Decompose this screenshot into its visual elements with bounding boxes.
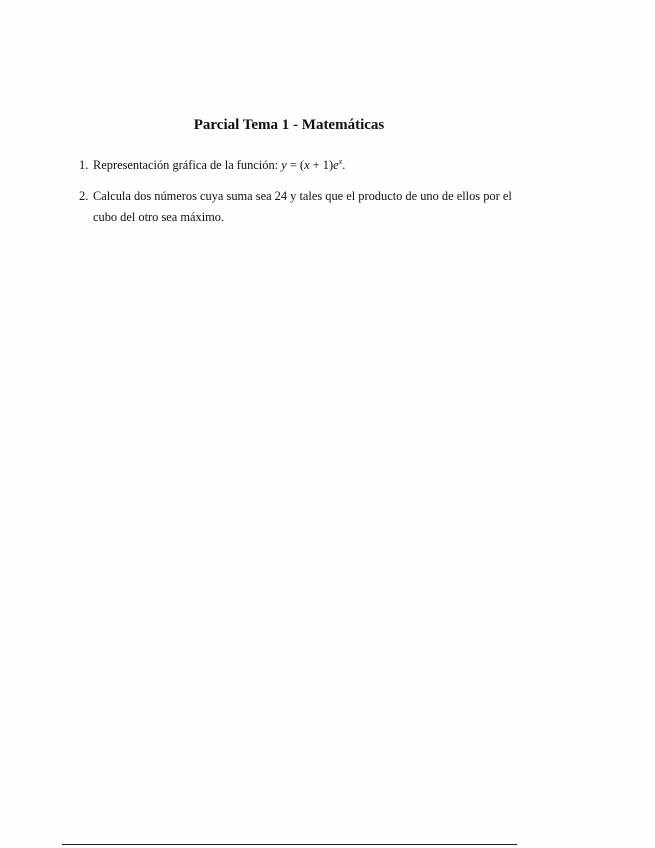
exercise-list bbox=[79, 155, 521, 238]
formula-constant: 1 bbox=[322, 158, 329, 172]
exercise-number: 2. bbox=[79, 189, 89, 203]
formula-plus: + bbox=[312, 158, 320, 172]
formula-open-paren: ( bbox=[299, 158, 305, 172]
formula-exponent: x bbox=[338, 157, 343, 166]
exercise-item-1 bbox=[79, 155, 521, 176]
function-formula bbox=[281, 158, 342, 172]
page-title: Parcial Tema 1 - Matemáticas bbox=[193, 117, 385, 133]
formula-lhs: y bbox=[281, 158, 287, 172]
formula-equals: = bbox=[289, 158, 297, 172]
exercise-statement: Representación gráfica de la función: bbox=[93, 158, 279, 172]
exercise-item-2 bbox=[79, 186, 521, 228]
exercise-number: 1. bbox=[79, 158, 89, 172]
formula-variable: x bbox=[304, 158, 310, 172]
exercise-text: Calcula dos números cuya suma sea 24 y tales que el producto de uno de ellos por el cubo del otro sea máximo. bbox=[93, 189, 512, 224]
exercise-text bbox=[93, 155, 521, 176]
formula-period: . bbox=[342, 158, 346, 172]
formula-close-paren: ) bbox=[328, 158, 334, 172]
formula-base: e bbox=[333, 158, 339, 172]
footer-rule bbox=[62, 844, 517, 845]
